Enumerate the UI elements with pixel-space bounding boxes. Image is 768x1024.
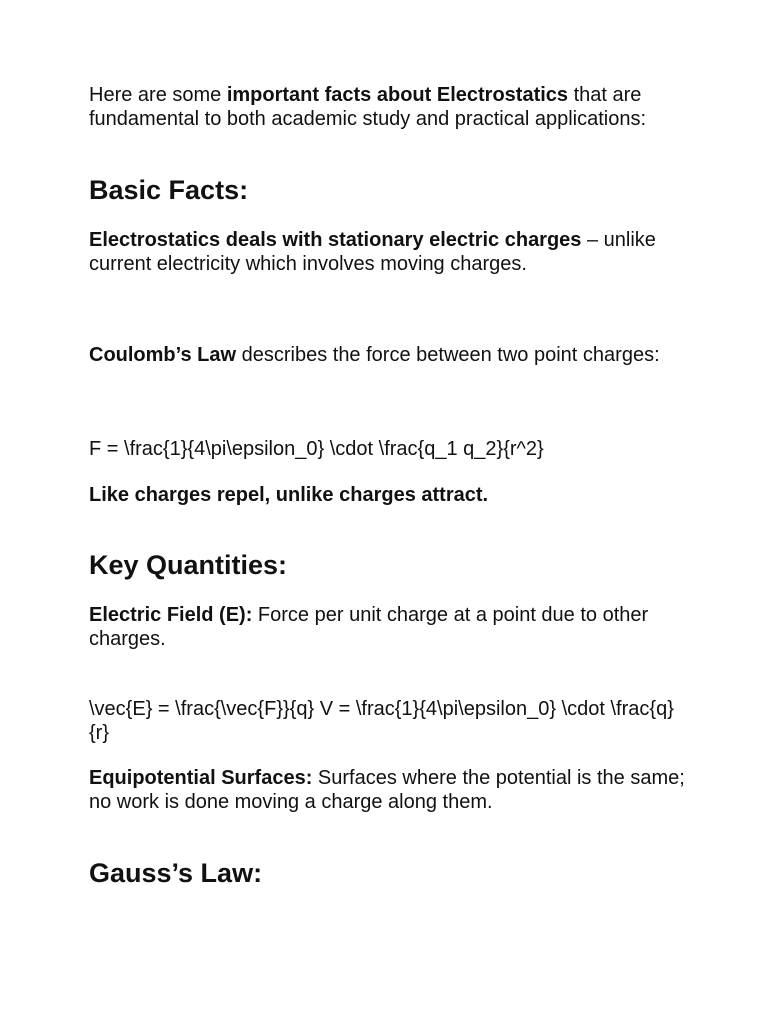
paragraph-equipotential — [89, 766, 689, 814]
paragraph-like-charges: Like charges repel, unlike charges attract. — [89, 484, 489, 506]
paragraph-stationary-charges — [89, 228, 689, 276]
paragraph-electric-field — [89, 603, 689, 651]
intro-prefix: Here are some — [89, 84, 227, 106]
stationary-text: – unlike current electricity which involves moving charges. — [89, 229, 656, 275]
heading-key-quantities: Key Quantities: — [89, 550, 288, 580]
equipotential-bold: Equipotential Surfaces: — [89, 767, 313, 789]
heading-gauss-law: Gauss’s Law: — [89, 858, 263, 888]
stationary-bold: Electrostatics deals with stationary electric charges — [89, 229, 582, 251]
electric-field-bold: Electric Field (E): — [89, 604, 253, 626]
electric-field-text: Force per unit charge at a point due to other charges. — [89, 604, 649, 650]
coulomb-formula: F = \frac{1}{4\pi\epsilon_0} \cdot \frac{q_1 q_2}{r^2} — [89, 438, 544, 460]
intro-suffix: that are fundamental to both academic study and practical applications: — [89, 84, 647, 130]
equipotential-text: Surfaces where the potential is the same; no work is done moving a charge along them. — [89, 767, 685, 813]
paragraph-coulombs-law — [89, 343, 689, 367]
coulomb-text: describes the force between two point charges: — [236, 344, 660, 366]
intro-paragraph — [89, 83, 689, 131]
coulomb-bold: Coulomb’s Law — [89, 344, 237, 366]
field-formula: \vec{E} = \frac{\vec{F}}{q} V = \frac{1}{4\pi\epsilon_0} \cdot \frac{q}{r} — [89, 698, 674, 744]
heading-basic-facts: Basic Facts: — [89, 175, 249, 205]
intro-bold: important facts about Electrostatics — [226, 84, 569, 106]
